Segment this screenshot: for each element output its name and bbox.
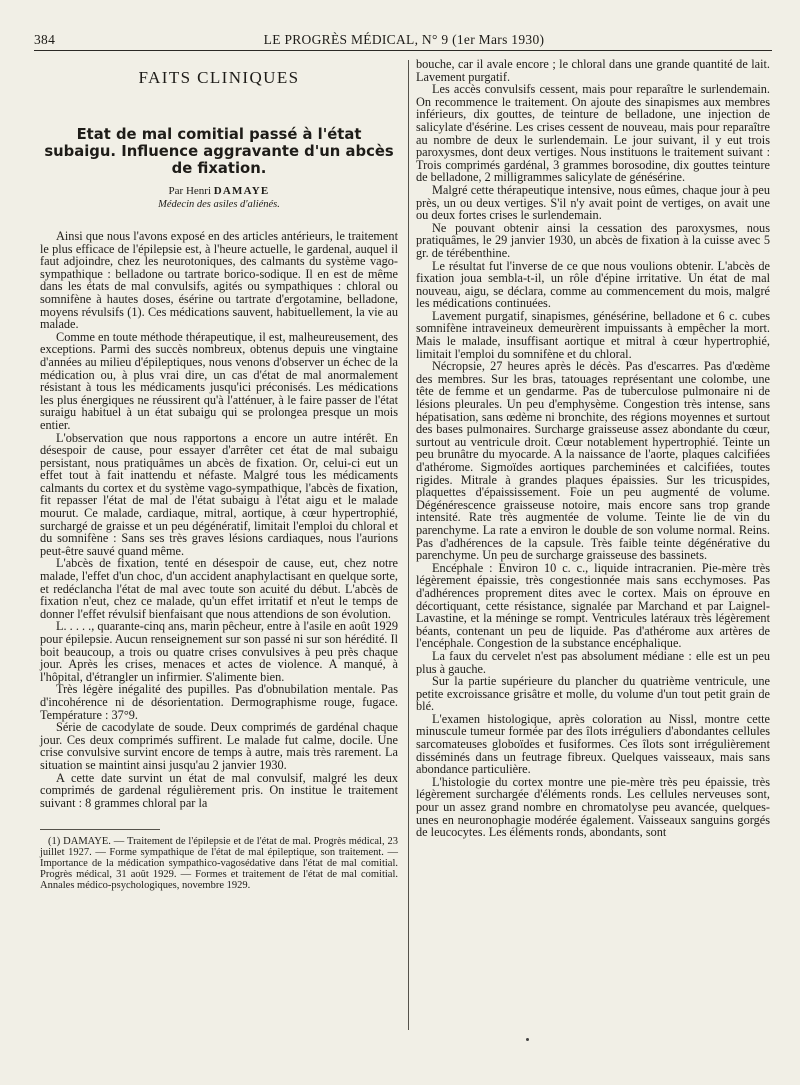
- left-column: [40, 58, 398, 891]
- right-column: [416, 58, 770, 839]
- author-affiliation: Médecin des asiles d'aliénés.: [158, 199, 280, 210]
- paragraph: Très légère inégalité des pupilles. Pas d'obnubilation mentale. Pas d'incohérence ni de désorientation. Dermographisme rouge, fugace. Température : 37°9.: [40, 682, 398, 722]
- paragraph: L'abcès de fixation, tenté en désespoir de cause, eut, chez notre malade, l'effet d'un choc, d'un accident anaphylactisant en quelque sorte, et redéclancha l'état de mal avec toute son acuité du début. L'abcès de fixation n'eut, chez ce malade, qu'un effet irritatif et n'eut le temps de donner l'effet révulsif bienfaisant que nous attendions de son évolution.: [40, 556, 398, 621]
- page-number: 384: [34, 32, 56, 47]
- paragraph: La faux du cervelet n'est pas absolument médiane : elle est un peu plus à gauche.: [416, 648, 770, 676]
- paragraph: Ainsi que nous l'avons exposé en des articles antérieurs, le traitement le plus efficace de l'épilepsie est, à l'heure actuelle, le gardenal, auquel il faut adjoindre, chez les neurotoniques, des calmants du système vago-sympathique : belladone ou tartrate borico-sodique. Il en est de même dans les états de mal convulsifs, agités ou sympathiques : chloral ou somnifène à hautes doses, ésérine ou tartrate d'ergotamine, belladone, moyens révulsifs (1). Ces médications sauvent, habituellement, la vie au malade.: [40, 229, 398, 332]
- paragraph: Malgré cette thérapeutique intensive, nous eûmes, chaque jour à peu près, un ou deux vertiges. S'il n'y avait point de vertiges, on avait une ou deux fortes crises le surlendemain.: [416, 182, 770, 223]
- paragraph: L'histologie du cortex montre une pie-mère très peu épaissie, très légèrement surchargée d'éléments ronds. Les cellules nerveuses sont, pour un assez grand nombre en chromatolyse peu avancée, quelques-unes en neuronophagie modérée également. Vaisseaux sanguins gorgés de leucocytes. Les éléments ronds, abondants, sont: [416, 774, 770, 840]
- page-mark: [526, 1038, 529, 1041]
- paragraph: L'observation que nous rapportons a encore un autre intérêt. En désespoir de cause, pour essayer d'arrêter cet état de mal subaigu persistant, nous pratiquâmes un abcès de fixation. Or, celui-ci eut un effet tout à fait inattendu et néfaste. Malgré tous les médicaments calmants du cortex et du système vago-sympathique, l'abcès de fixation, fit repasser l'état de mal de l'état subaigu à l'état aigu et le malade mourut. Ce malade, cardiaque, mitral, aortique, à cœur hypertrophié, surchargé de graisse et un peu dégénératif, limitait l'emploi du chloral et du somnifène : Sans ses très graves lésions cardiaques, nous l'aurions peut-être sauvé quand même.: [40, 430, 398, 558]
- paragraph: Le résultat fut l'inverse de ce que nous voulions obtenir. L'abcès de fixation joua sembla-t-il, un rôle d'épine irritative. Un état de mal nouveau, aigu, se déclara, comme au commencement du mois, malgré les médications continuées.: [416, 258, 770, 311]
- footnote: (1) DAMAYE. — Traitement de l'épilepsie et de l'état de mal. Progrès médical, 23 juillet 1927. — Forme sympathique de l'état de mal épileptique, son traitement. — Importance de la médication sympathico-vagosédative dans l'état de mal comitial. Progrès médical, 31 août 1929. — Formes et traitement de l'état de mal comitial. Annales médico-psychologiques, novembre 1929.: [40, 836, 398, 892]
- author-prefix: Par: [168, 185, 184, 197]
- section-title: FAITS CLINIQUES: [138, 68, 300, 87]
- paragraph: L. . . . ., quarante-cinq ans, marin pêcheur, entre à l'asile en août 1929 pour épilepsie. Aucun renseignement sur son passé ni sur son hérédité. Il boit beaucoup, a trois ou quatre crises convulsives à peu près chaque jour. Après les crises, menaces et actes de violence. A manqué, à l'hôpital, d'étrangler un infirmier. S'alimente bien.: [40, 619, 398, 684]
- paragraph: A cette date survint un état de mal convulsif, malgré les deux comprimés de gardenal régulièrement pris. On institue le traitement suivant : 8 grammes chloral par la: [40, 770, 398, 810]
- paragraph: Nécropsie, 27 heures après le décès. Pas d'escarres. Pas d'œdème des membres. Sur les bras, tatouages représentant une colombe, une tête de femme et un gendarme. Pas de tuberculose pulmonaire ni de lésions pleurales. Un peu d'emphysème. Congestion très intense, sans hépatisation, sans œdème ni bronchite, des régions moyennes et surtout des bases pulmonaires. Surcharge graisseuse assez abondante du cœur, surtout au ventricule droit. Cœur notablement hypertrophié. Teinte un peu brunâtre du myocarde. A la naissance de l'aorte, plaques calcifiées d'athérome. Sigmoïdes aortiques parcheminées et calcifiées, toutes rigides. Mitrale à grandes plaques épaissies. Sur les tricuspides, plaquettes d'épaississement. Foie un peu augmenté de volume. Dégénérescence graisseuse notoire, mais encore sans trop grande intensité. Rate très augmentée de volume. Teinte lie de vin du parenchyme. La rate a environ le double de son volume normal. Reins. Pas d'adhérences de la capsule. Très faible teinte dégénérative du parenchyme. Un peu de surcharge graisseuse des bassinets.: [416, 359, 770, 563]
- running-header: [34, 30, 774, 52]
- author-first-name: Henri: [185, 185, 212, 197]
- author-last-name: DAMAYE: [213, 185, 270, 197]
- paragraph: bouche, car il avale encore ; le chloral dans une grande quantité de lait. Lavement purgatif.: [416, 57, 770, 84]
- paragraph: Série de cacodylate de soude. Deux comprimés de gardénal chaque jour. Ces deux comprimés suffirent. Le malade fut calme, docile. Une crise convulsive survint encore de temps à autre, mais très rarement. La situation se maintint ainsi jusqu'au 2 janvier 1930.: [40, 720, 398, 772]
- article-title: Etat de mal comitial passé à l'état subaigu. Influence aggravante d'un abcès de fixation.: [44, 126, 394, 177]
- paragraph: Lavement purgatif, sinapismes, génésérine, belladone et 6 c. cubes somnifène intraveineux demeurèrent impuissants à empêcher la mort. Mais le malade, insuffisant aortique et mitral à cœur hypertrophié, limitait l'emploi du somnifène et du chloral.: [416, 308, 770, 361]
- header-rule: [34, 50, 772, 51]
- author-line: [40, 185, 398, 197]
- paragraph: Comme en toute méthode thérapeutique, il est, malheureusement, des exceptions. Parmi des succès nombreux, obtenus depuis une vingtaine d'années au milieu d'épileptiques, nous venons d'observer un échec de la médication ou, à plus vrai dire, un cas d'état de mal anormalement résistant à tous les médicaments jusqu'ici préconisés. Les médications les plus énergiques ne réussirent qu'à l'atténuer, à le faire passer de l'état suraigu habituel à un état subaigu qui se prolongea presque un mois entier.: [40, 329, 398, 432]
- paragraph: Sur la partie supérieure du plancher du quatrième ventricule, une petite excroissance grisâtre et molle, du volume d'un tout petit grain de blé.: [416, 674, 770, 714]
- journal-title: LE PROGRÈS MÉDICAL, N° 9 (1er Mars 1930): [263, 32, 545, 47]
- paragraph: Ne pouvant obtenir ainsi la cessation des paroxysmes, nous pratiquâmes, le 29 janvier 1930, un abcès de fixation à la cuisse avec 5 gr. de térébenthine.: [416, 220, 770, 260]
- column-divider: [408, 60, 409, 1030]
- footnote-rule: [40, 829, 160, 830]
- paragraph: Les accès convulsifs cessent, mais pour reparaître le surlendemain. On recommence le traitement. On ajoute des sinapismes aux membres inférieurs, dix gouttes, de teinture de belladone, une injection de salicylate d'ésérine. Les crises cessent de nouveau, mais pour reparaître au nombre de deux le surlendemain. Le jour suivant, il y eut trois paroxysmes, dont deux vertiges. Nous instituons le traitement suivant : Trois comprimés gardénal, 3 grammes borosodine, dix gouttes teinture de belladone, 2 milligrammes salicylate de génésérine.: [416, 82, 770, 185]
- paragraph: Encéphale : Environ 10 c. c., liquide intracranien. Pie-mère très légèrement épaissie, très congestionnée mais sans ecchymoses. Pas d'adhérences proprement dites avec le cortex. Mais on éprouve en décortiquant, cette résistance, signalée par Marchand et par Laignel-Lavastine, et la méninge se rompt. Ventricules latéraux très légèrement béants, contenant un peu de liquide. Pas d'athérome aux artères de l'encéphale. Congestion de la substance encéphalique.: [416, 560, 770, 651]
- paragraph: L'examen histologique, après coloration au Nissl, montre cette minuscule tumeur formée par des îlots irréguliers d'abondantes cellules sarcomateuses globoïdes et fusiformes. Ces îlots sont irrégulièrement disséminés dans un feutrage fibreux. Quelques vaisseaux, mais sans abondance particulière.: [416, 711, 770, 777]
